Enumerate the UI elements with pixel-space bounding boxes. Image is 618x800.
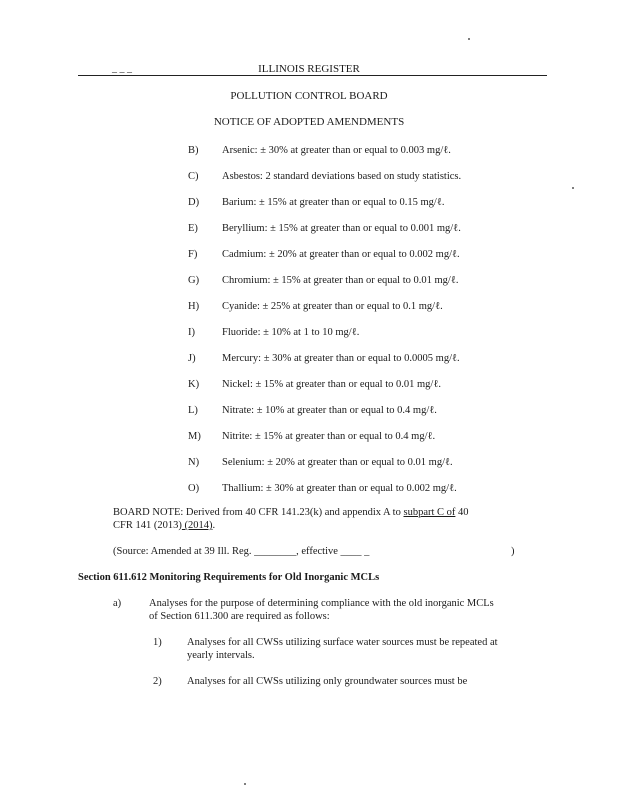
item-letter: K) — [188, 379, 200, 390]
item-letter: J) — [188, 353, 196, 364]
sub-item-2-label: 2) — [153, 676, 162, 687]
subpart-c-reference: subpart C of — [403, 507, 456, 518]
source-note: (Source: Amended at 39 Ill. Reg. ________, effective ____ _ — [113, 546, 370, 557]
item-text: Mercury: ± 30% at greater than or equal to 0.0005 mg/ℓ. — [222, 353, 460, 364]
sub-item-1-label: 1) — [153, 637, 162, 648]
item-letter: G) — [188, 275, 200, 286]
sub-item-1-line-2: yearly intervals. — [187, 650, 255, 661]
scan-speck — [244, 783, 246, 785]
item-letter: C) — [188, 171, 199, 182]
item-text: Thallium: ± 30% at greater than or equal to 0.002 mg/ℓ. — [222, 483, 457, 494]
item-text: Nickel: ± 15% at greater than or equal to 0.01 mg/ℓ. — [222, 379, 441, 390]
item-letter: N) — [188, 457, 200, 468]
item-letter: M) — [188, 431, 201, 442]
item-text: Nitrate: ± 10% at greater than or equal to 0.4 mg/ℓ. — [222, 405, 437, 416]
subsection-a-line-1: Analyses for the purpose of determining compliance with the old inorganic MCLs — [149, 598, 494, 609]
item-letter: I) — [188, 327, 195, 338]
notice-title: NOTICE OF ADOPTED AMENDMENTS — [213, 116, 405, 128]
board-note-line-2 — [113, 520, 215, 531]
item-text: Cadmium: ± 20% at greater than or equal to 0.002 mg/ℓ. — [222, 249, 460, 260]
item-text: Nitrite: ± 15% at greater than or equal to 0.4 mg/ℓ. — [222, 431, 436, 442]
subsection-a-label: a) — [113, 598, 122, 609]
item-letter: F) — [188, 249, 198, 260]
register-title: ILLINOIS REGISTER — [258, 63, 360, 75]
board-note-line-1 — [113, 507, 469, 518]
sub-item-1-line-1: Analyses for all CWSs utilizing surface water sources must be repeated at — [187, 637, 498, 648]
item-text: Cyanide: ± 25% at greater than or equal to 0.1 mg/ℓ. — [222, 301, 443, 312]
item-text: Arsenic: ± 30% at greater than or equal to 0.003 mg/ℓ. — [222, 145, 451, 156]
board-note-text: BOARD NOTE: Derived from 40 CFR 141.23(k) and appendix A to — [113, 507, 404, 518]
item-letter: E) — [188, 223, 198, 234]
item-letter: H) — [188, 301, 200, 312]
item-text: Fluoride: ± 10% at 1 to 10 mg/ℓ. — [222, 327, 360, 338]
item-letter: O) — [188, 483, 200, 494]
board-note-text-end: 40 — [455, 507, 469, 518]
item-letter: D) — [188, 197, 200, 208]
board-note-period: . — [212, 520, 216, 531]
board-note-cfr: CFR 141 (2013) — [113, 520, 182, 531]
board-title: POLLUTION CONTROL BOARD — [230, 90, 388, 102]
added-year: (2014) — [181, 520, 213, 531]
item-letter: L) — [188, 405, 198, 416]
scan-speck — [572, 187, 574, 189]
header-left-mark: _ _ _ — [112, 63, 132, 74]
item-text: Beryllium: ± 15% at greater than or equal to 0.001 mg/ℓ. — [222, 223, 461, 234]
sub-item-2-line-1: Analyses for all CWSs utilizing only groundwater sources must be — [187, 676, 468, 687]
item-text: Chromium: ± 15% at greater than or equal to 0.01 mg/ℓ. — [222, 275, 459, 286]
subsection-a-line-2: of Section 611.300 are required as follows: — [149, 611, 330, 622]
item-text: Barium: ± 15% at greater than or equal to 0.15 mg/ℓ. — [222, 197, 445, 208]
item-text: Selenium: ± 20% at greater than or equal to 0.01 mg/ℓ. — [222, 457, 453, 468]
scan-speck — [468, 38, 470, 40]
source-close-paren: ) — [511, 546, 515, 557]
section-heading: Section 611.612 Monitoring Requirements for Old Inorganic MCLs — [78, 572, 380, 583]
item-text: Asbestos: 2 standard deviations based on study statistics. — [222, 171, 462, 182]
header-rule — [78, 75, 547, 76]
item-letter: B) — [188, 145, 199, 156]
